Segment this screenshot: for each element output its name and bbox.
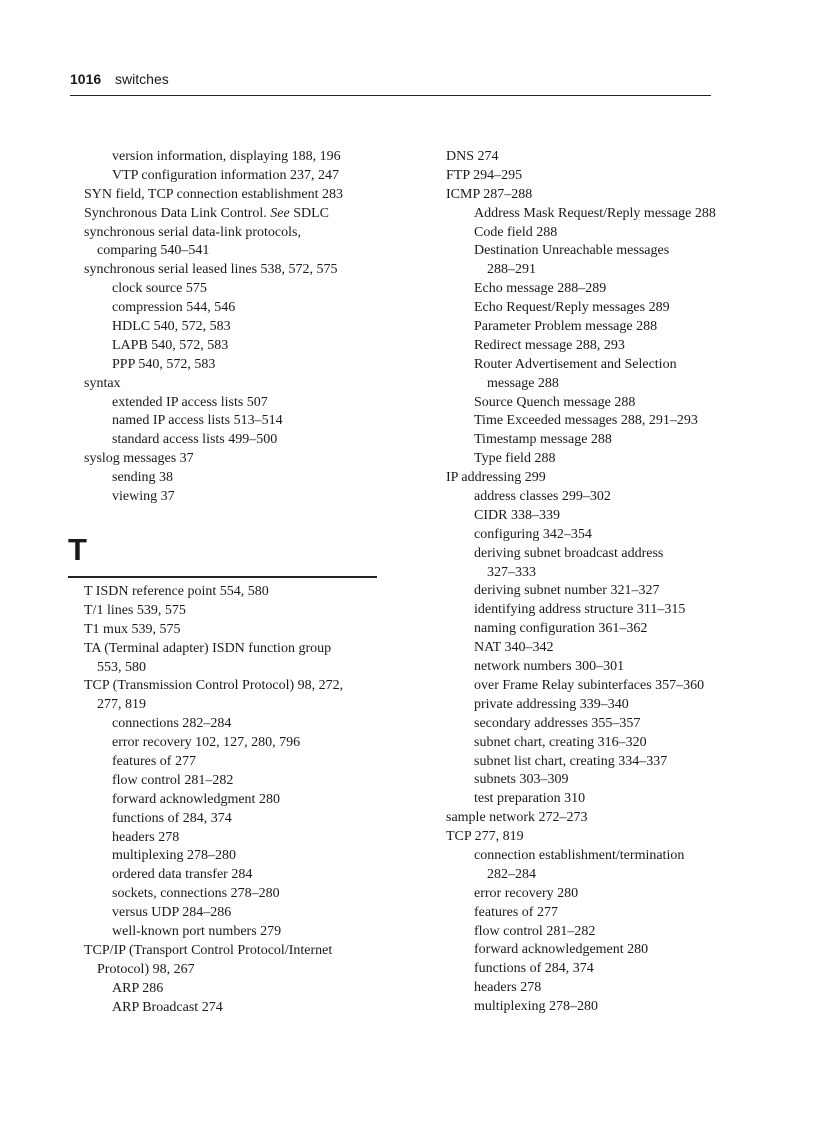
index-entry: synchronous serial data-link protocols, xyxy=(84,224,301,240)
index-entry: TCP (Transmission Control Protocol) 98, 272, xyxy=(84,678,344,694)
index-subentry: identifying address structure 311–315 xyxy=(474,602,686,618)
index-subentry: error recovery 102, 127, 280, 796 xyxy=(112,735,301,751)
index-entry: TA (Terminal adapter) ISDN function group xyxy=(84,640,332,656)
index-entry: synchronous serial leased lines 538, 572, 575 xyxy=(84,262,338,278)
index-entry: comparing 540–541 xyxy=(97,243,210,259)
index-subentry: error recovery 280 xyxy=(474,885,579,901)
index-entry: syntax xyxy=(84,375,121,391)
index-subentry: private addressing 339–340 xyxy=(474,696,629,712)
index-entry: TCP 277, 819 xyxy=(446,829,524,845)
index-subentry: subnet chart, creating 316–320 xyxy=(474,734,647,750)
header-rule xyxy=(70,95,711,96)
index-entry: Synchronous Data Link Control. See SDLC xyxy=(84,205,329,221)
index-subentry: 288–291 xyxy=(487,262,536,278)
index-subentry: functions of 284, 374 xyxy=(112,810,232,826)
index-subentry: version information, displaying 188, 196 xyxy=(112,149,341,164)
index-subentry: Address Mask Request/Reply message 288 xyxy=(474,205,716,221)
index-subentry: ARP 286 xyxy=(112,980,164,996)
index-subentry: forward acknowledgement 280 xyxy=(474,942,649,958)
index-subentry: headers 278 xyxy=(112,829,180,845)
index-subentry: configuring 342–354 xyxy=(474,526,592,542)
index-subentry: CIDR 338–339 xyxy=(474,507,560,523)
index-subentry: Code field 288 xyxy=(474,224,558,240)
index-subentry: Source Quench message 288 xyxy=(474,394,636,410)
index-subentry: Timestamp message 288 xyxy=(474,432,612,448)
index-subentry: connections 282–284 xyxy=(112,716,232,732)
index-entry: Protocol) 98, 267 xyxy=(97,961,195,977)
index-subentry: clock source 575 xyxy=(112,281,207,297)
index-column-right xyxy=(446,148,746,1017)
index-subentry: message 288 xyxy=(487,375,559,391)
index-subentry: Time Exceeded messages 288, 291–293 xyxy=(474,413,698,429)
index-subentry: 282–284 xyxy=(487,866,536,882)
index-entry: TCP/IP (Transport Control Protocol/Internet xyxy=(84,942,333,958)
index-entry: sample network 272–273 xyxy=(446,810,588,826)
index-subentry: subnet list chart, creating 334–337 xyxy=(474,753,668,769)
index-subentry: extended IP access lists 507 xyxy=(112,394,268,410)
index-subentry: connection establishment/termination xyxy=(474,847,685,863)
index-subentry: NAT 340–342 xyxy=(474,640,554,656)
index-entry: DNS 274 xyxy=(446,149,499,164)
index-entry: syslog messages 37 xyxy=(84,451,194,467)
index-subentry: Router Advertisement and Selection xyxy=(474,356,677,372)
index-subentry: Redirect message 288, 293 xyxy=(474,337,625,353)
index-subentry: Type field 288 xyxy=(474,451,556,467)
index-entry: ICMP 287–288 xyxy=(446,186,533,202)
index-subentry: address classes 299–302 xyxy=(474,489,611,505)
index-subentry: forward acknowledgment 280 xyxy=(112,791,280,807)
index-subentry: subnets 303–309 xyxy=(474,772,569,788)
index-subentry: Echo message 288–289 xyxy=(474,281,607,297)
index-subentry: 327–333 xyxy=(487,564,536,580)
index-subentry: features of 277 xyxy=(474,904,558,920)
index-subentry: well-known port numbers 279 xyxy=(112,924,282,940)
running-head xyxy=(70,70,169,88)
index-subentry: versus UDP 284–286 xyxy=(112,905,232,921)
index-subentry: HDLC 540, 572, 583 xyxy=(112,319,231,335)
index-subentry: secondary addresses 355–357 xyxy=(474,715,641,731)
index-entry: T/1 lines 539, 575 xyxy=(84,602,186,618)
running-title: switches xyxy=(115,71,169,87)
index-subentry: deriving subnet broadcast address xyxy=(474,545,664,561)
index-subentry: Destination Unreachable messages xyxy=(474,243,670,259)
index-subentry: network numbers 300–301 xyxy=(474,659,625,675)
index-subentry: viewing 37 xyxy=(112,489,175,505)
index-subentry: test preparation 310 xyxy=(474,791,586,807)
page-number: 1016 xyxy=(70,71,102,87)
index-subentry: over Frame Relay subinterfaces 357–360 xyxy=(474,677,705,693)
index-entry: IP addressing 299 xyxy=(446,470,546,486)
index-subentry: standard access lists 499–500 xyxy=(112,432,278,448)
index-column-left-t xyxy=(84,583,384,1017)
index-entry: T ISDN reference point 554, 580 xyxy=(84,584,269,599)
section-rule xyxy=(68,576,377,578)
index-subentry: ordered data transfer 284 xyxy=(112,867,253,883)
index-subentry: headers 278 xyxy=(474,980,542,996)
index-subentry: compression 544, 546 xyxy=(112,300,236,316)
index-subentry: Parameter Problem message 288 xyxy=(474,319,658,335)
index-entry: T1 mux 539, 575 xyxy=(84,621,181,637)
index-subentry: multiplexing 278–280 xyxy=(474,999,599,1015)
index-subentry: flow control 281–282 xyxy=(112,772,234,788)
index-subentry: VTP configuration information 237, 247 xyxy=(112,167,339,183)
index-subentry: multiplexing 278–280 xyxy=(112,848,237,864)
index-entry: 277, 819 xyxy=(97,697,146,713)
index-subentry: sockets, connections 278–280 xyxy=(112,886,280,902)
index-subentry: named IP access lists 513–514 xyxy=(112,413,283,429)
index-entry: FTP 294–295 xyxy=(446,167,523,183)
index-subentry: sending 38 xyxy=(112,470,174,486)
section-letter: T xyxy=(68,532,87,567)
index-subentry: flow control 281–282 xyxy=(474,923,596,939)
index-subentry: features of 277 xyxy=(112,754,196,770)
index-entry: SYN field, TCP connection establishment 283 xyxy=(84,186,343,202)
index-subentry: Echo Request/Reply messages 289 xyxy=(474,300,670,316)
index-subentry: naming configuration 361–362 xyxy=(474,621,648,637)
index-subentry: deriving subnet number 321–327 xyxy=(474,583,660,599)
index-entry: 553, 580 xyxy=(97,659,146,675)
index-subentry: ARP Broadcast 274 xyxy=(112,999,223,1015)
index-subentry: functions of 284, 374 xyxy=(474,961,594,977)
index-subentry: PPP 540, 572, 583 xyxy=(112,356,216,372)
index-column-left-top xyxy=(84,148,384,507)
index-subentry: LAPB 540, 572, 583 xyxy=(112,337,229,353)
